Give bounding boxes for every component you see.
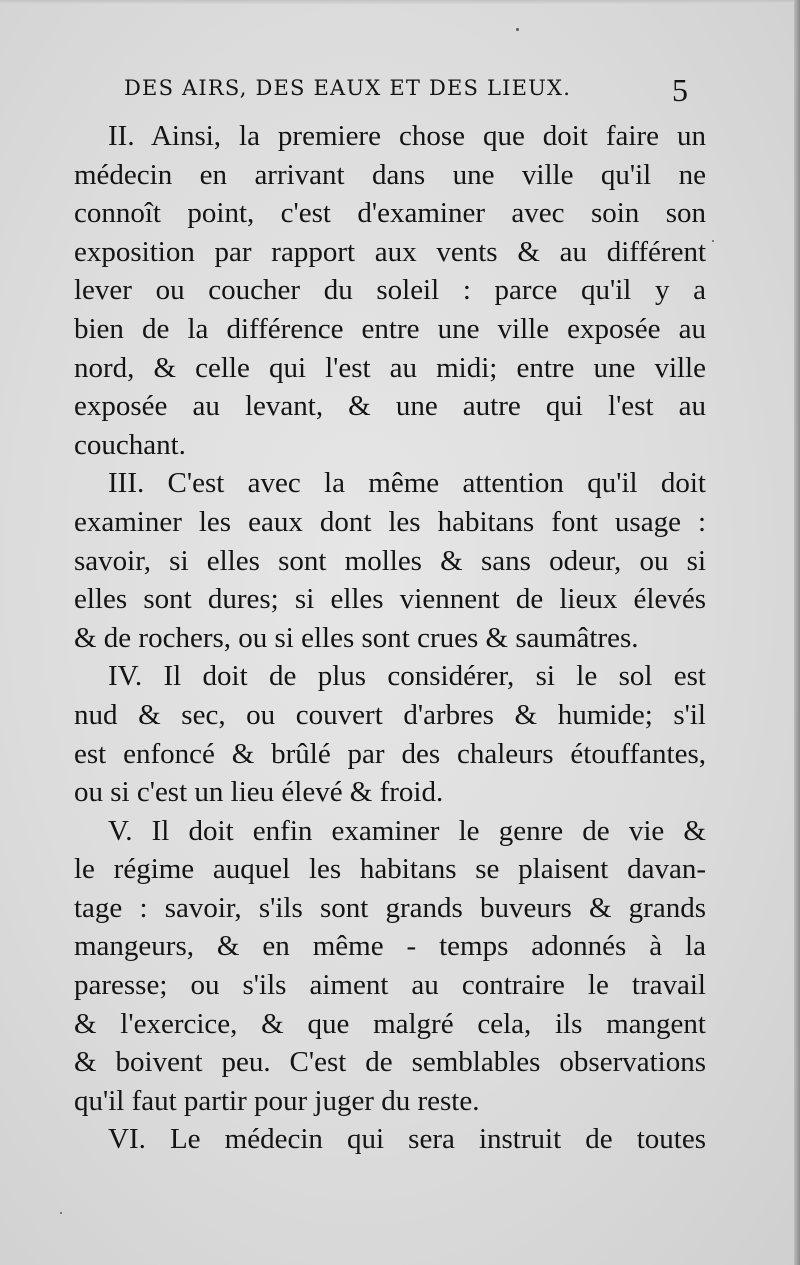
page-top-edge	[0, 0, 800, 4]
text-line: & l'exercice, & que malgré cela, ils mangent	[74, 1007, 706, 1040]
paper-speck	[516, 28, 519, 31]
text-line: est enfoncé & brûlé par des chaleurs étouffantes,	[74, 737, 706, 770]
text-line: tage : savoir, s'ils sont grands buveurs & grands	[74, 891, 706, 924]
text-line: III. C'est avec la même attention qu'il doit	[108, 467, 706, 500]
text-line: V. Il doit enfin examiner le genre de vie &	[108, 814, 706, 847]
text-line: le régime auquel les habitans se plaisent davan-	[74, 853, 706, 886]
text-line: examiner les eaux dont les habitans font usage :	[74, 505, 706, 538]
text-line: IV. Il doit de plus considérer, si le sol est	[108, 660, 706, 693]
text-line: elles sont dures; si elles viennent de lieux élevés	[74, 583, 706, 616]
text-line: couchant.	[74, 428, 186, 461]
page-right-edge	[794, 0, 800, 1265]
text-line: & boivent peu. C'est de semblables observations	[74, 1046, 706, 1079]
running-head: DES AIRS, DES EAUX ET DES LIEUX.	[124, 76, 572, 100]
page-number: 5	[672, 72, 688, 108]
text-line: exposée au levant, & une autre qui l'est au	[74, 390, 706, 423]
text-line: mangeurs, & en même - temps adonnés à la	[74, 930, 706, 963]
page-header	[124, 72, 694, 108]
text-line: nord, & celle qui l'est au midi; entre une ville	[74, 351, 706, 384]
text-line: & de rochers, ou si elles sont crues & saumâtres.	[74, 621, 639, 654]
text-line: médecin en arrivant dans une ville qu'il ne	[74, 158, 706, 191]
text-line: ou si c'est un lieu élevé & froid.	[74, 776, 444, 809]
text-line: qu'il faut partir pour juger du reste.	[74, 1084, 480, 1117]
text-line: connoît point, c'est d'examiner avec soin son	[74, 197, 706, 230]
paper-speck	[712, 240, 714, 242]
paper-speck	[60, 1212, 62, 1214]
text-line: lever ou coucher du soleil : parce qu'il y a	[74, 274, 706, 307]
text-line: VI. Le médecin qui sera instruit de toutes	[108, 1123, 706, 1156]
text-line: paresse; ou s'ils aiment au contraire le travail	[74, 969, 706, 1002]
text-line: exposition par rapport aux vents & au différent	[74, 235, 706, 268]
text-line: nud & sec, ou couvert d'arbres & humide; s'il	[74, 698, 706, 731]
text-line: savoir, si elles sont molles & sans odeur, ou si	[74, 544, 706, 577]
text-line: bien de la différence entre une ville exposée au	[74, 312, 706, 345]
body-text	[74, 117, 706, 1159]
text-line: II. Ainsi, la premiere chose que doit faire un	[108, 120, 706, 152]
